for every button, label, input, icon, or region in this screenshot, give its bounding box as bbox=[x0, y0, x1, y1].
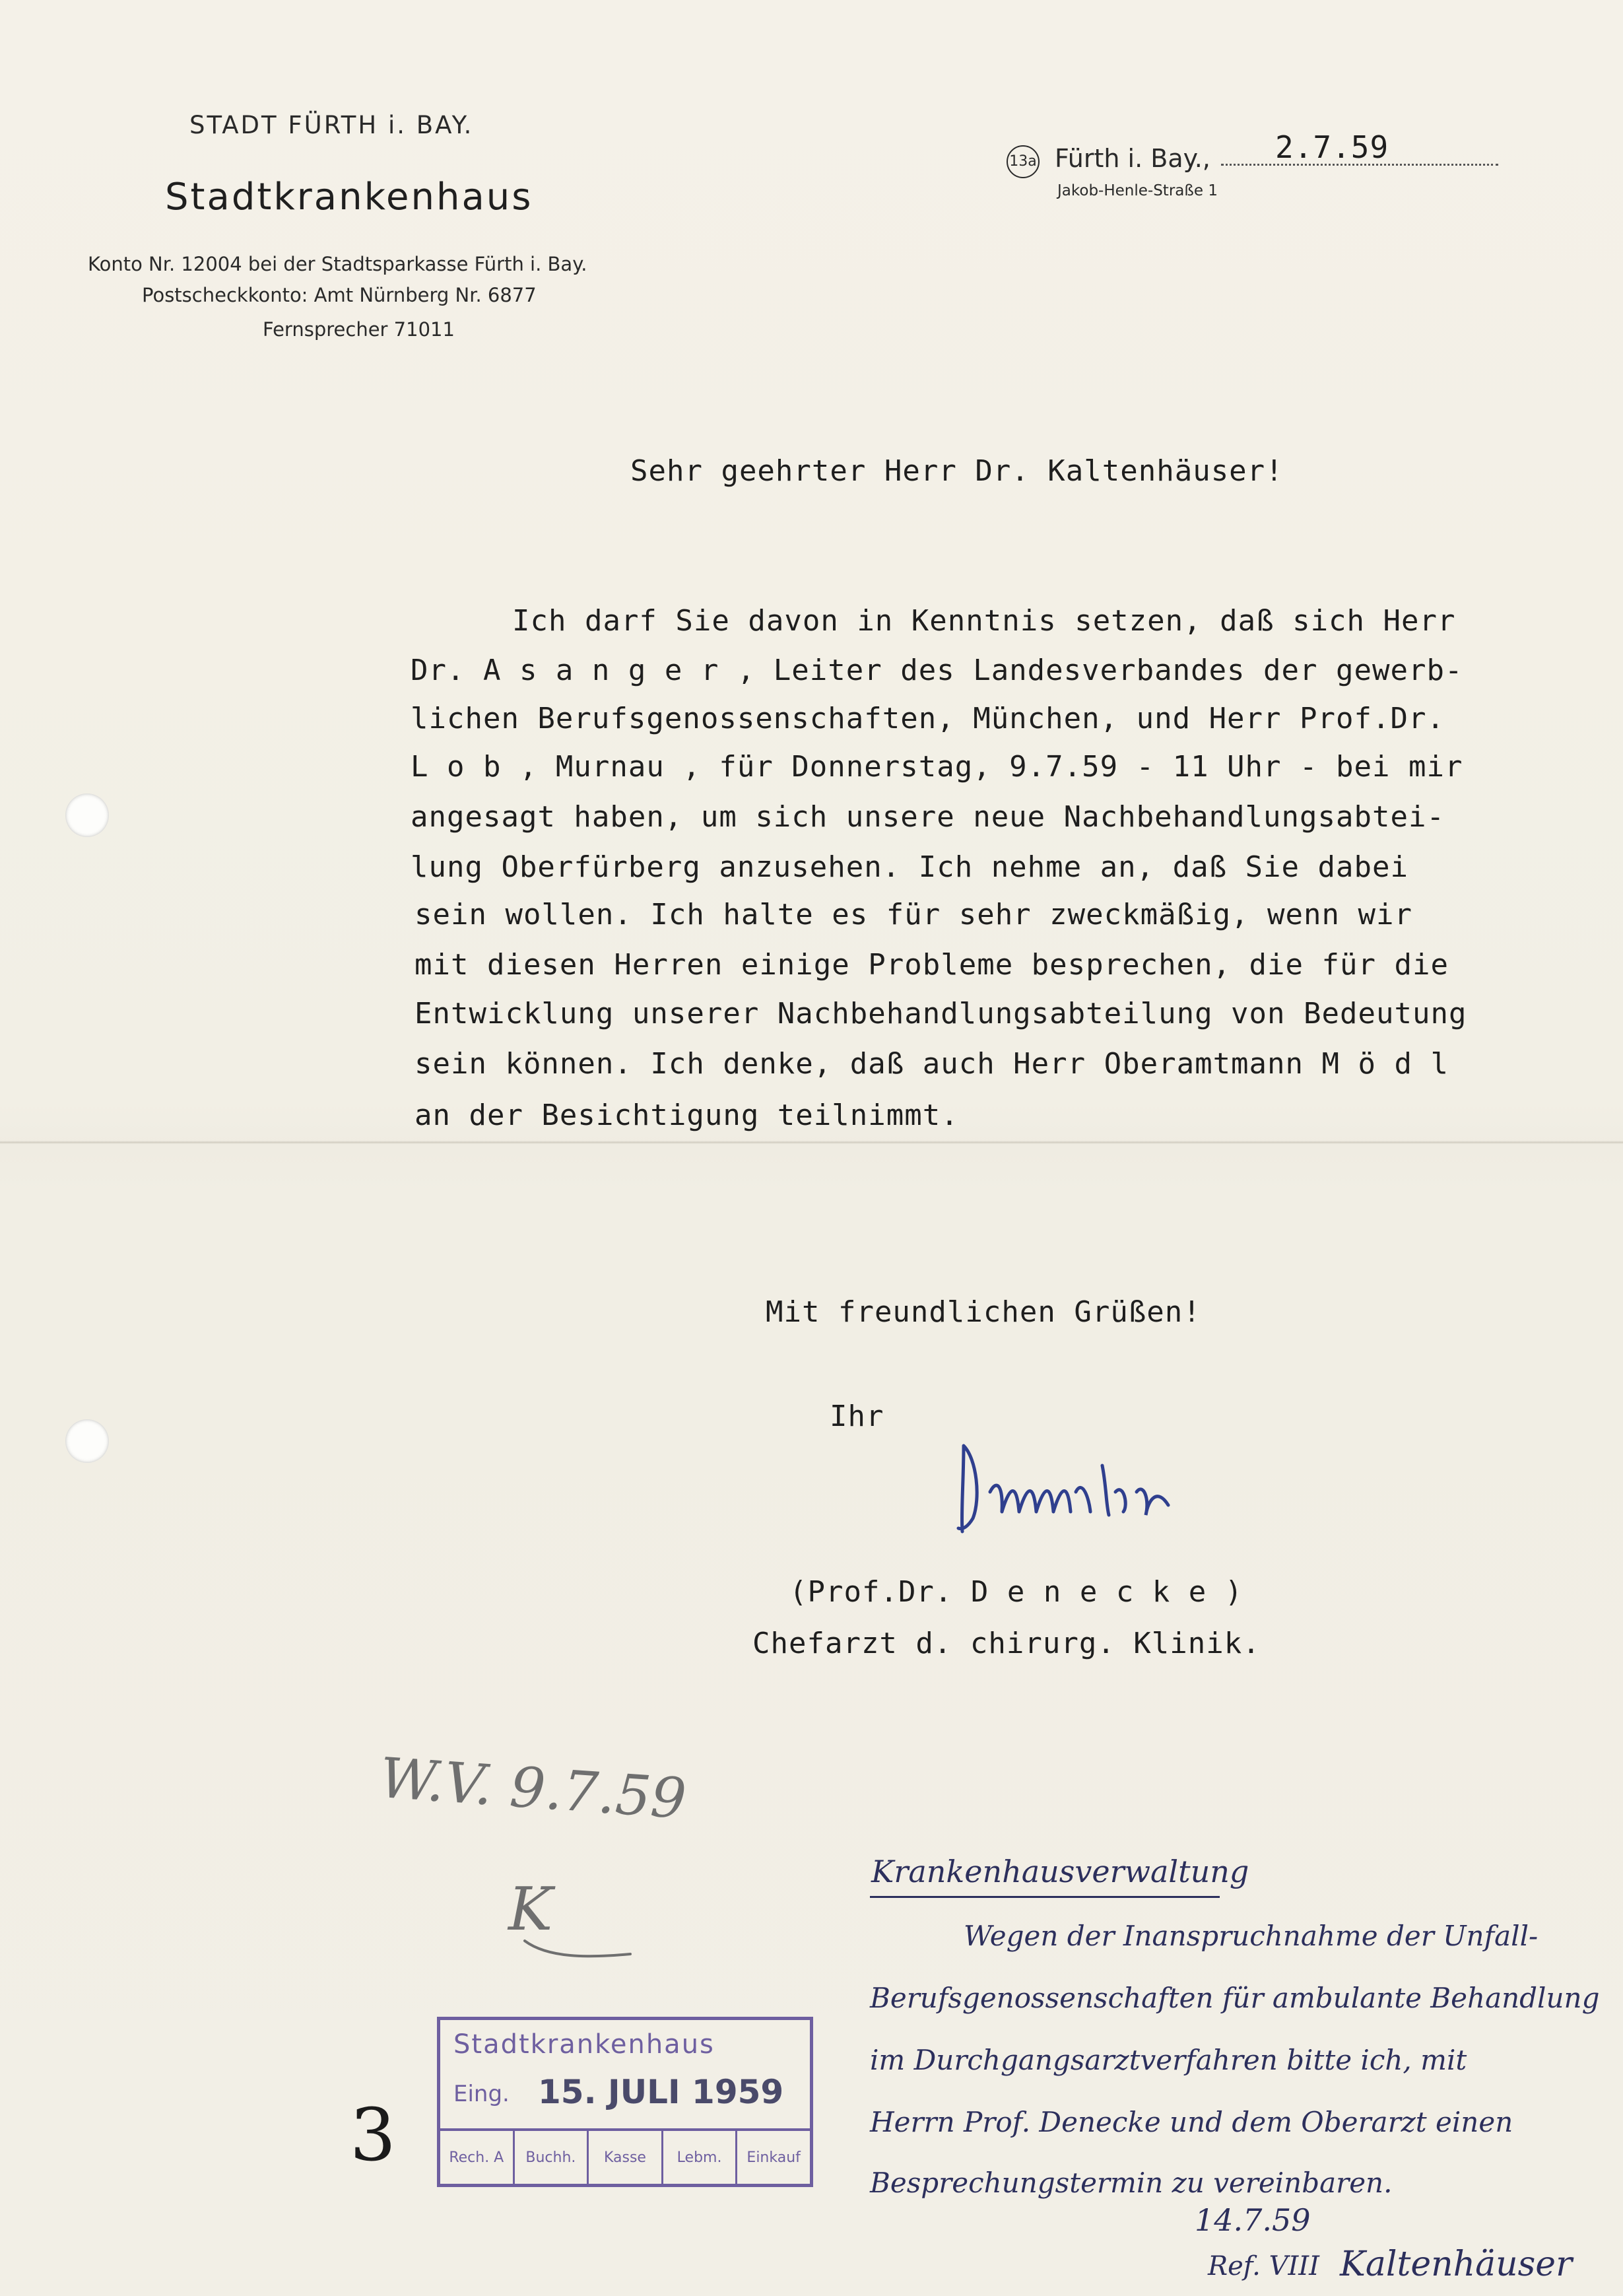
hand-line: Besprechungstermin zu vereinbaren. bbox=[870, 2167, 1393, 2199]
pencil-initial-underline bbox=[521, 1934, 634, 1961]
pencil-note-wv: W.V. 9.7.59 bbox=[378, 1745, 688, 1832]
salutation: Sehr geehrter Herr Dr. Kaltenhäuser! bbox=[630, 454, 1284, 488]
body-line: an der Besichtigung teilnimmt. bbox=[414, 1098, 959, 1132]
stamp-received-label: Eing. bbox=[453, 2081, 510, 2107]
hand-line: Wegen der Inanspruchnahme der Unfall- bbox=[964, 1920, 1539, 1952]
hand-signature: Kaltenhäuser bbox=[1340, 2245, 1572, 2284]
punch-hole-lower bbox=[65, 1419, 109, 1463]
punch-hole-upper bbox=[65, 793, 109, 837]
hand-line: Berufsgenossenschaften für ambulante Behandlung bbox=[870, 1982, 1600, 2014]
stamp-cell: Lebm. bbox=[663, 2131, 738, 2184]
letter-date: 2.7.59 bbox=[1275, 129, 1389, 165]
date-dotted-line bbox=[1221, 164, 1498, 166]
letterhead-phone: Fernsprecher 71011 bbox=[263, 318, 455, 341]
letterhead-city: STADT FÜRTH i. BAY. bbox=[189, 111, 474, 139]
signer-name: (Prof.Dr. D e n e c k e ) bbox=[789, 1575, 1243, 1609]
body-line: Dr. A s a n g e r , Leiter des Landesverbandes der gewerb- bbox=[411, 654, 1463, 687]
closing-ihr: Ihr bbox=[830, 1400, 884, 1433]
letterhead-postcheck: Postscheckkonto: Amt Nürnberg Nr. 6877 bbox=[142, 284, 537, 306]
stamp-header: Stadtkrankenhaus bbox=[453, 2029, 715, 2060]
hand-ref: Ref. VIII bbox=[1208, 2251, 1319, 2281]
letterhead-account: Konto Nr. 12004 bei der Stadtsparkasse Fürth i. Bay. bbox=[88, 253, 587, 275]
closing: Mit freundlichen Grüßen! bbox=[766, 1295, 1201, 1329]
hand-line: im Durchgangsarztverfahren bitte ich, mit bbox=[870, 2044, 1467, 2076]
postal-code-badge: 13a bbox=[1007, 145, 1040, 178]
body-line: Ich darf Sie davon in Kenntnis setzen, daß sich Herr bbox=[512, 604, 1456, 638]
stamp-cell: Kasse bbox=[589, 2131, 663, 2184]
hand-heading: Krankenhausverwaltung bbox=[871, 1854, 1249, 1889]
signature-denecke bbox=[950, 1419, 1241, 1545]
body-line: mit diesen Herren einige Probleme besprechen, die für die bbox=[414, 948, 1449, 982]
stamp-cell: Buchh. bbox=[515, 2131, 589, 2184]
paper-fold bbox=[0, 1141, 1623, 1144]
stamp-cell: Einkauf bbox=[746, 2149, 801, 2166]
body-line: Entwicklung unserer Nachbehandlungsabteilung von Bedeutung bbox=[414, 997, 1467, 1030]
body-line: lung Oberfürberg anzusehen. Ich nehme an, daß Sie dabei bbox=[411, 850, 1408, 884]
body-line: angesagt haben, um sich unsere neue Nachbehandlungsabtei- bbox=[411, 800, 1445, 834]
body-line: L o b , Murnau , für Donnerstag, 9.7.59 - 11 Uhr - bei mir bbox=[411, 750, 1463, 784]
body-line: lichen Berufsgenossenschaften, München, und Herr Prof.Dr. bbox=[411, 702, 1445, 735]
number-mark: 3 bbox=[350, 2093, 396, 2177]
letterhead-institution: Stadtkrankenhaus bbox=[165, 176, 533, 219]
pencil-initial: K bbox=[508, 1875, 553, 1944]
received-stamp bbox=[437, 2017, 813, 2187]
hand-date: 14.7.59 bbox=[1195, 2202, 1311, 2238]
body-line: sein wollen. Ich halte es für sehr zweckmäßig, wenn wir bbox=[414, 898, 1412, 931]
hand-heading-underline bbox=[870, 1896, 1220, 1898]
letterhead-street: Jakob-Henle-Straße 1 bbox=[1057, 182, 1218, 199]
letterhead-place: Fürth i. Bay., bbox=[1055, 144, 1210, 173]
hand-line: Herrn Prof. Denecke und dem Oberarzt einen bbox=[870, 2106, 1513, 2138]
signer-title: Chefarzt d. chirurg. Klinik. bbox=[752, 1627, 1261, 1660]
stamp-cell: Rech. A bbox=[440, 2131, 515, 2184]
body-line: sein können. Ich denke, daß auch Herr Oberamtmann M ö d l bbox=[414, 1047, 1449, 1081]
stamp-received-date: 15. JULI 1959 bbox=[538, 2073, 784, 2111]
stamp-routing-cells bbox=[440, 2128, 810, 2184]
